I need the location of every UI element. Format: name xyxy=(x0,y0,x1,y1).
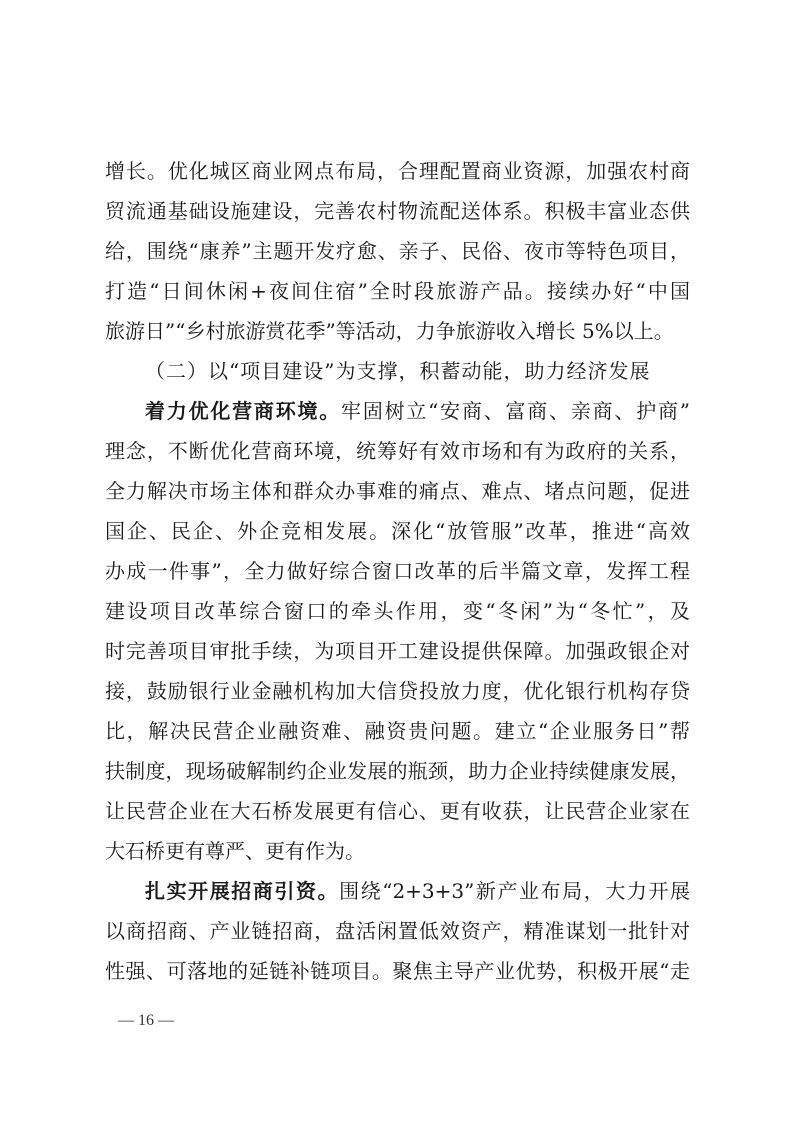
bold-lead-text: 扎实开展招商引资。 xyxy=(145,879,340,903)
body-text-line: 接，鼓励银行业金融机构加大信贷投放力度，优化银行机构存贷 xyxy=(105,679,690,703)
body-text-line: 比，解决民营企业融资难、融资贵问题。建立“企业服务日”帮 xyxy=(105,719,690,743)
body-text-line: 让民营企业在大石桥发展更有信心、更有收获，让民营企业家在 xyxy=(105,799,690,823)
paragraph-first-line xyxy=(145,391,690,431)
body-text-segment: 牢固树立“安商、富商、亲商、护商” xyxy=(341,399,691,423)
bold-lead-text: 着力优化营商环境。 xyxy=(145,399,342,423)
body-text-line: 扶制度，现场破解制约企业发展的瓶颈，助力企业持续健康发展， xyxy=(105,759,690,783)
body-text-line: 以商招商、产业链招商，盘活闲置低效资产，精准谋划一批针对 xyxy=(105,919,690,943)
body-text-line: 给，围绕“康养”主题开发疗愈、亲子、民俗、夜市等特色项目， xyxy=(105,239,690,263)
body-text-line: 增长。优化城区商业网点布局，合理配置商业资源，加强农村商 xyxy=(105,159,690,183)
body-text-line: 国企、民企、外企竞相发展。深化“放管服”改革，推进“高效 xyxy=(105,519,690,543)
page-number: — 16 — xyxy=(118,1012,174,1029)
body-text-line: 打造“日间休闲+夜间住宿”全时段旅游产品。接续办好“中国 xyxy=(105,279,690,303)
body-text-line: 理念，不断优化营商环境，统筹好有效市场和有为政府的关系， xyxy=(105,439,690,463)
body-text-line: 时完善项目审批手续，为项目开工建设提供保障。加强政银企对 xyxy=(105,639,690,663)
body-text-line: 大石桥更有尊严、更有作为。 xyxy=(105,839,365,863)
body-text-line: 性强、可落地的延链补链项目。聚焦主导产业优势，积极开展“走 xyxy=(105,959,690,983)
body-text-line: 贸流通基础设施建设，完善农村物流配送体系。积极丰富业态供 xyxy=(105,199,690,223)
body-text-line: 建设项目改革综合窗口的牵头作用，变“冬闲”为“冬忙”，及 xyxy=(105,599,690,623)
body-text-line: 全力解决市场主体和群众办事难的痛点、难点、堵点问题，促进 xyxy=(105,479,690,503)
paragraph-first-line xyxy=(145,871,690,911)
body-text-line: 办成一件事”，全力做好综合窗口改革的后半篇文章，发挥工程 xyxy=(105,559,690,583)
body-text-line: 旅游日”“乡村旅游赏花季”等活动，力争旅游收入增长 5%以上。 xyxy=(105,319,674,343)
section-heading: （二）以“项目建设”为支撑，积蓄动能，助力经济发展 xyxy=(145,359,651,383)
body-text-segment: 围绕“2+3+3”新产业布局，大力开展 xyxy=(339,879,691,903)
